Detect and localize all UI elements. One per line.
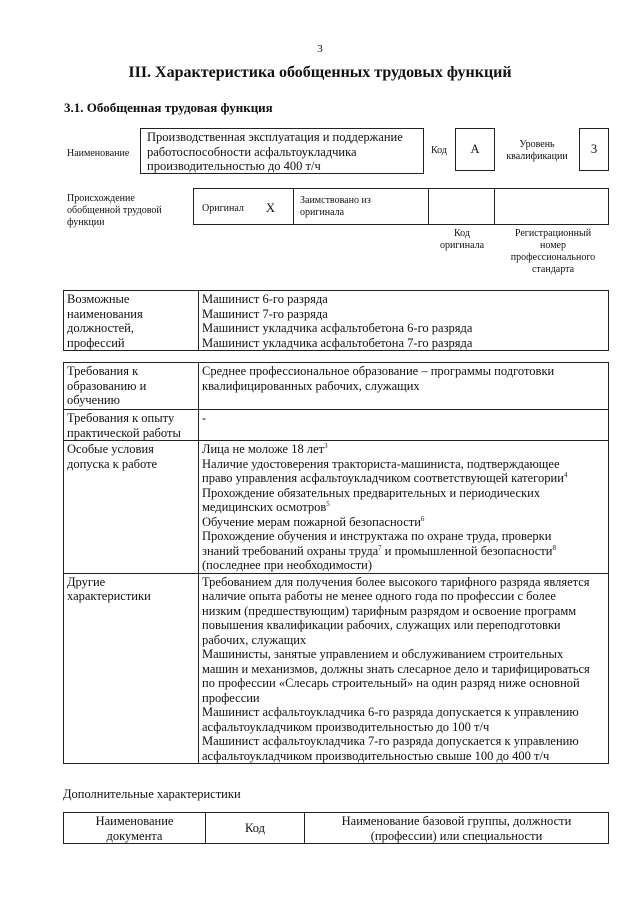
code-original-caption xyxy=(430,228,494,252)
divider xyxy=(293,189,294,224)
code-label: Код xyxy=(431,145,447,156)
header-line: (профессии) или специальности xyxy=(370,828,543,843)
value-line: профессии xyxy=(202,690,260,705)
header-line: Наименование xyxy=(95,814,174,828)
label-line: обучению xyxy=(67,393,120,407)
value-line: Прохождение обучения и инструктажа по охране труда, проверки xyxy=(202,529,552,543)
value-line: (последнее при необходимости) xyxy=(202,558,373,572)
value-line: Среднее профессиональное образование – программы подготовки xyxy=(202,364,555,378)
value-line xyxy=(202,515,605,530)
origin-label xyxy=(67,193,162,229)
text: медицинских осмотров xyxy=(202,500,327,514)
header-line: Наименование базовой группы, должности xyxy=(341,814,572,828)
code-value: А xyxy=(455,128,495,171)
value-line: квалифицированных рабочих, служащих xyxy=(202,378,420,393)
label-line: образованию и xyxy=(67,378,147,393)
value-line: Машинист асфальтоукладчика 6-го разряда допускается к управлению xyxy=(202,705,579,719)
level-label-line: Уровень xyxy=(519,139,555,150)
footnote-ref: 4 xyxy=(563,470,568,479)
label-line: Другие xyxy=(67,574,106,589)
position-item: Машинист укладчика асфальтобетона 7-го разряда xyxy=(202,335,473,350)
positions-list xyxy=(199,291,609,351)
position-item: Машинист 7-го разряда xyxy=(202,306,328,321)
origin-table xyxy=(193,188,609,225)
divider xyxy=(494,189,495,224)
education-value xyxy=(199,363,609,410)
text: знаний требований охраны труда xyxy=(202,543,379,558)
borrowed-label-line: оригинала xyxy=(300,207,345,218)
footnote-ref: 5 xyxy=(326,499,330,508)
footnote-ref: 8 xyxy=(552,543,556,552)
label-line: допуска к работе xyxy=(67,456,158,471)
value-line: Наличие удостоверения тракториста-машиниста, подтверждающее xyxy=(202,456,560,471)
value-line: Машинисты, занятые управлением и обслуживанием строительных xyxy=(202,647,564,661)
reg-number-caption xyxy=(498,228,608,276)
value-line: наличие опыта работы не менее одного года по профессии с более xyxy=(202,589,556,603)
col-document-header xyxy=(64,813,206,844)
additional-title: Дополнительные характеристики xyxy=(63,787,241,801)
conditions-value xyxy=(199,441,609,574)
text: Лица не моложе 18 лет xyxy=(202,442,325,456)
label-line: наименования xyxy=(67,306,143,321)
value-line: низким (предшествующим) тарифным разрядом и освоение программ xyxy=(202,603,577,618)
original-label: Оригинал xyxy=(202,203,244,214)
function-name-line: производительностью до 400 т/ч xyxy=(147,159,321,173)
value-line: Машинист асфальтоукладчика 7-го разряда допускается к управлению xyxy=(202,734,579,748)
origin-label-line: Происхождение xyxy=(67,193,135,204)
function-name-line: Производственная эксплуатация и поддержание xyxy=(147,130,403,144)
text: право управления асфальтоукладчиком соответствующей категории xyxy=(202,471,564,485)
value-line xyxy=(202,442,605,457)
experience-value: - xyxy=(199,410,609,441)
label-line: практической работы xyxy=(67,425,181,440)
other-label xyxy=(64,573,199,764)
caption-line: Регистрационный xyxy=(514,228,592,239)
label-line: Особые условия xyxy=(67,442,154,456)
label-line: Возможные xyxy=(67,292,130,306)
origin-label-line: функции xyxy=(67,217,105,228)
subsection-title: 3.1. Обобщенная трудовая функция xyxy=(64,100,273,115)
requirements-table xyxy=(63,362,609,764)
level-label xyxy=(497,139,577,163)
position-item: Машинист 6-го разряда xyxy=(202,292,328,306)
position-item: Машинист укладчика асфальтобетона 6-го разряда xyxy=(202,321,473,335)
label-line: Требования к xyxy=(67,364,139,378)
education-label xyxy=(64,363,199,410)
function-name-line: работоспособности асфальтоукладчика xyxy=(147,144,357,159)
value-line: асфальтоукладчиком производительностью до 100 т/ч xyxy=(202,719,490,734)
name-label: Наименование xyxy=(67,148,130,159)
other-value xyxy=(199,573,609,764)
caption-line: стандарта xyxy=(531,264,575,275)
label-line: профессий xyxy=(67,335,125,350)
footnote-ref: 3 xyxy=(324,441,328,450)
value-line: Прохождение обязательных предварительных и периодических xyxy=(202,485,541,500)
borrowed-label xyxy=(300,195,371,219)
value-line xyxy=(202,544,605,559)
borrowed-label-line: Заимствовано из xyxy=(300,195,371,206)
footnote-ref: 6 xyxy=(420,514,425,523)
footnote-ref: 7 xyxy=(378,543,382,552)
divider xyxy=(428,189,429,224)
experience-label xyxy=(64,410,199,441)
label-line: должностей, xyxy=(67,321,134,335)
text: Обучение мерам пожарной безопасности xyxy=(202,514,421,529)
level-label-line: квалификации xyxy=(506,151,568,162)
text: и промышленной безопасности xyxy=(381,543,553,558)
header-line: документа xyxy=(106,828,163,843)
label-line: характеристики xyxy=(67,589,151,603)
positions-label xyxy=(64,291,199,351)
level-value: 3 xyxy=(579,128,609,171)
value-line: рабочих, служащих xyxy=(202,632,307,647)
col-group-header xyxy=(305,813,609,844)
conditions-label xyxy=(64,441,199,574)
value-line: Требованием для получения более высокого тарифного разряда является xyxy=(202,574,590,589)
original-mark: X xyxy=(266,201,276,215)
value-line: по профессии «Слесарь строительный» на один разряд ниже основной xyxy=(202,676,580,690)
caption-line: номер xyxy=(540,240,566,251)
positions-table xyxy=(63,290,609,351)
col-code-header: Код xyxy=(206,813,305,844)
value-line: машин и механизмов, должны знать слесарное дело и тарифицироваться xyxy=(202,661,590,676)
value-line xyxy=(202,500,605,515)
value-line: асфальтоукладчиком производительностью свыше 100 до 400 т/ч xyxy=(202,748,550,763)
value-line: повышения квалификации рабочих, служащих или переподготовки xyxy=(202,618,561,632)
caption-line: оригинала xyxy=(439,240,485,251)
function-name-cell xyxy=(140,128,424,174)
page-number: 3 xyxy=(317,43,323,55)
additional-table xyxy=(63,812,609,844)
origin-label-line: обобщенной трудовой xyxy=(67,205,162,216)
caption-line: Код xyxy=(454,228,470,239)
section-title: III. Характеристика обобщенных трудовых функций xyxy=(128,64,512,81)
value-line xyxy=(202,471,605,486)
caption-line: профессионального xyxy=(510,252,596,263)
label-line: Требования к опыту xyxy=(67,411,175,425)
